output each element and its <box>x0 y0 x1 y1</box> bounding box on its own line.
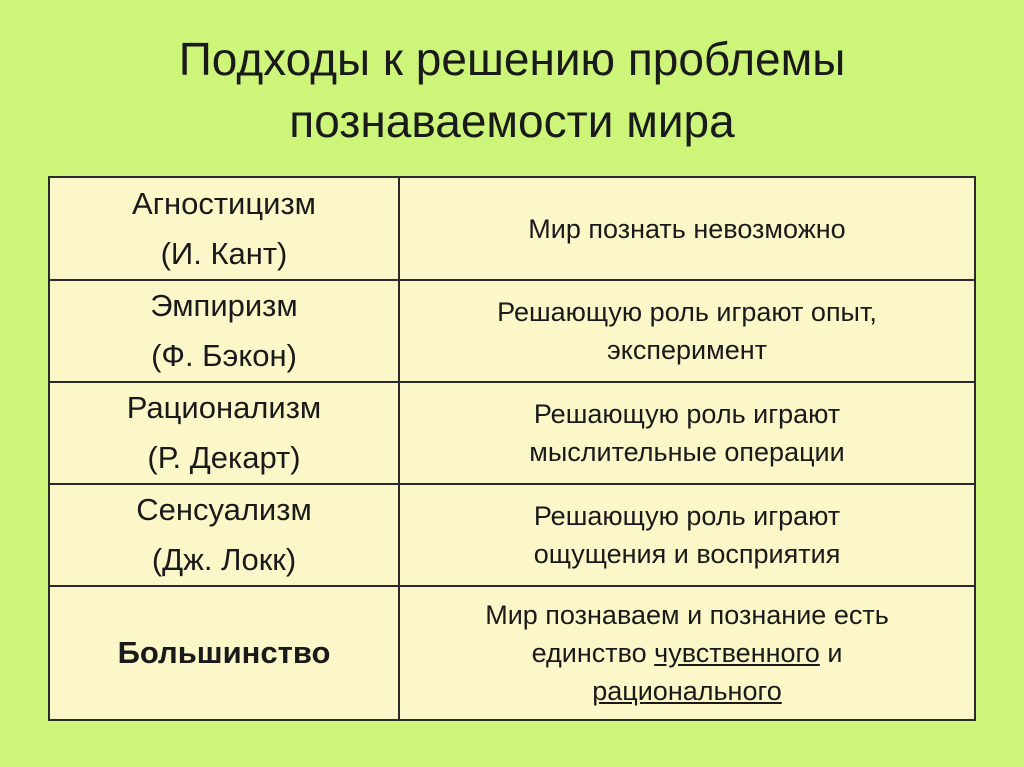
table-row <box>49 177 975 280</box>
description-line: ощущения и восприятия <box>533 539 841 569</box>
description-line: Мир познаваем и познание есть <box>485 600 889 630</box>
underlined-term: чувственного <box>654 638 820 668</box>
description-word: и <box>827 638 843 668</box>
description-line: мыслительные операции <box>529 437 845 467</box>
approach-cell[interactable] <box>49 586 399 720</box>
description-line: Решающую роль играют опыт, <box>497 297 877 327</box>
description-word: единство <box>531 638 647 668</box>
description-cell[interactable] <box>399 586 975 720</box>
approach-name: Эмпиризм <box>150 288 298 323</box>
description-line: Решающую роль играют <box>533 399 841 429</box>
description-cell[interactable] <box>399 382 975 484</box>
approach-name: Агностицизм <box>132 185 316 221</box>
approach-cell[interactable] <box>49 382 399 484</box>
approach-cell[interactable] <box>49 177 399 280</box>
description-line: Решающую роль играют <box>533 501 841 531</box>
approach-thinker: (Ф. Бэкон) <box>151 338 297 373</box>
table-row <box>49 382 975 484</box>
slide-title <box>60 28 964 152</box>
approach-name: Большинство <box>117 635 331 670</box>
table-row <box>49 586 975 720</box>
approach-thinker: (Р. Декарт) <box>147 440 301 475</box>
approach-cell[interactable] <box>49 280 399 382</box>
approach-name: Рационализм <box>126 390 322 425</box>
approaches-table <box>48 176 976 721</box>
approach-name: Сенсуализм <box>136 492 312 527</box>
table-row <box>49 280 975 382</box>
underlined-term: рационального <box>592 676 782 706</box>
title-line-2: познаваемости мира <box>289 95 735 147</box>
description-cell[interactable] <box>399 280 975 382</box>
description-cell[interactable] <box>399 484 975 586</box>
description-line <box>400 634 974 672</box>
description-text: Мир познать невозможно <box>528 213 846 244</box>
description-line: эксперимент <box>607 335 767 365</box>
title-line-1: Подходы к решению проблемы <box>178 33 846 85</box>
table-row <box>49 484 975 586</box>
description-line <box>400 672 974 710</box>
approach-thinker: (И. Кант) <box>160 235 288 271</box>
description-cell[interactable] <box>399 177 975 280</box>
approach-cell[interactable] <box>49 484 399 586</box>
approach-thinker: (Дж. Локк) <box>151 542 297 577</box>
